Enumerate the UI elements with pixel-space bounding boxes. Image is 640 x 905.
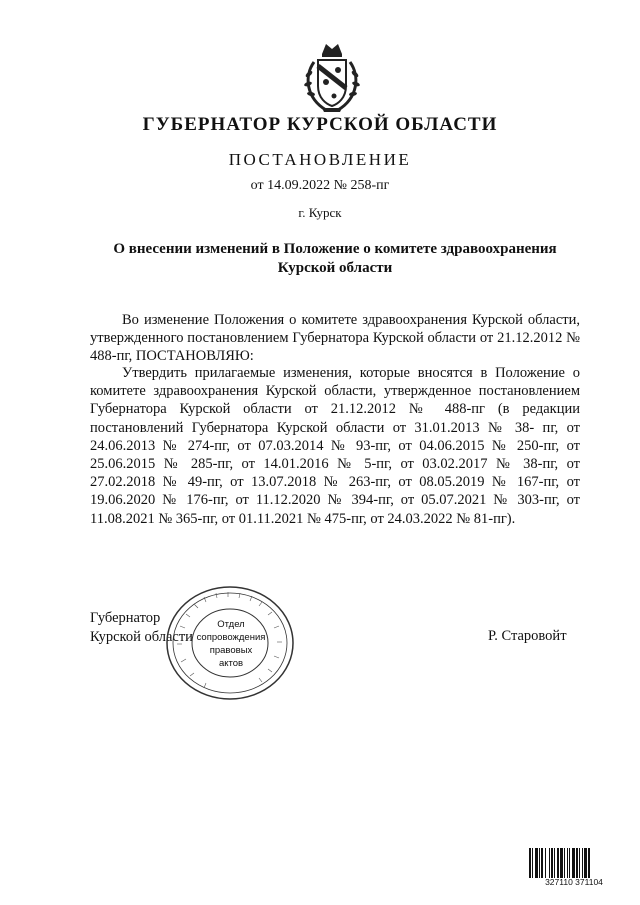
signer-name: Р. Старовойт	[488, 628, 567, 644]
stamp-text	[190, 618, 272, 670]
issuing-authority: ГУБЕРНАТОР КУРСКОЙ ОБЛАСТИ	[142, 114, 498, 135]
stamp-line-2: сопровождения	[196, 632, 266, 643]
city: г. Курск	[298, 205, 342, 220]
stamp-line-1: Отдел	[217, 619, 245, 630]
body-paragraph-2: Утвердить прилагаемые изменения, которые вносятся в Положение о комитете здравоохранения Курской области, утвержденное постановлением Губернатора Курской области от 21.12.2012 № 488-пг (в редакции постановлений Губернатора Курской области от 31.01.2013 № 38- пг, от 24.06.2013 № 274-пг, от 07.03.2014 № 93-пг, от 04.06.2015 № 250-пг, от 25.06.2015 № 285-пг, от 14.01.2016 № 5-пг, от 03.02.2017 № 38-пг, от 27.02.2018 № 49-пг, от 13.07.2018 № 263-пг, от 08.05.2019 № 167-пг, от 19.06.2020 № 176-пг, от 11.12.2020 № 394-пг, от 05.07.2021 № 303-пг, от 11.08.2021 № 365-пг, от 01.11.2021 № 475-пг, от 24.03.2022 № 81-пг).	[90, 365, 580, 527]
barcode-icon	[529, 848, 619, 878]
barcode-number: 327110 371104	[545, 877, 603, 887]
coat-of-arms-icon	[300, 40, 364, 114]
signer-title-line2: Курской области	[90, 629, 193, 645]
document-date-number: от 14.09.2022 № 258-пг	[250, 178, 390, 193]
document-subject: О внесении изменений в Положение о комитете здравоохранения Курской области	[113, 241, 557, 276]
body-paragraph-1: Во изменение Положения о комитете здравоохранения Курской области, утвержденного постановлением Губернатора Курской области от 21.12.2012 № 488-пг, ПОСТАНОВЛЯЮ:	[90, 312, 580, 365]
stamp-line-4: актов	[218, 658, 244, 669]
signer-title-line1: Губернатор	[90, 610, 161, 626]
document-type: ПОСТАНОВЛЕНИЕ	[228, 150, 412, 169]
stamp-line-3: правовых	[209, 645, 253, 656]
